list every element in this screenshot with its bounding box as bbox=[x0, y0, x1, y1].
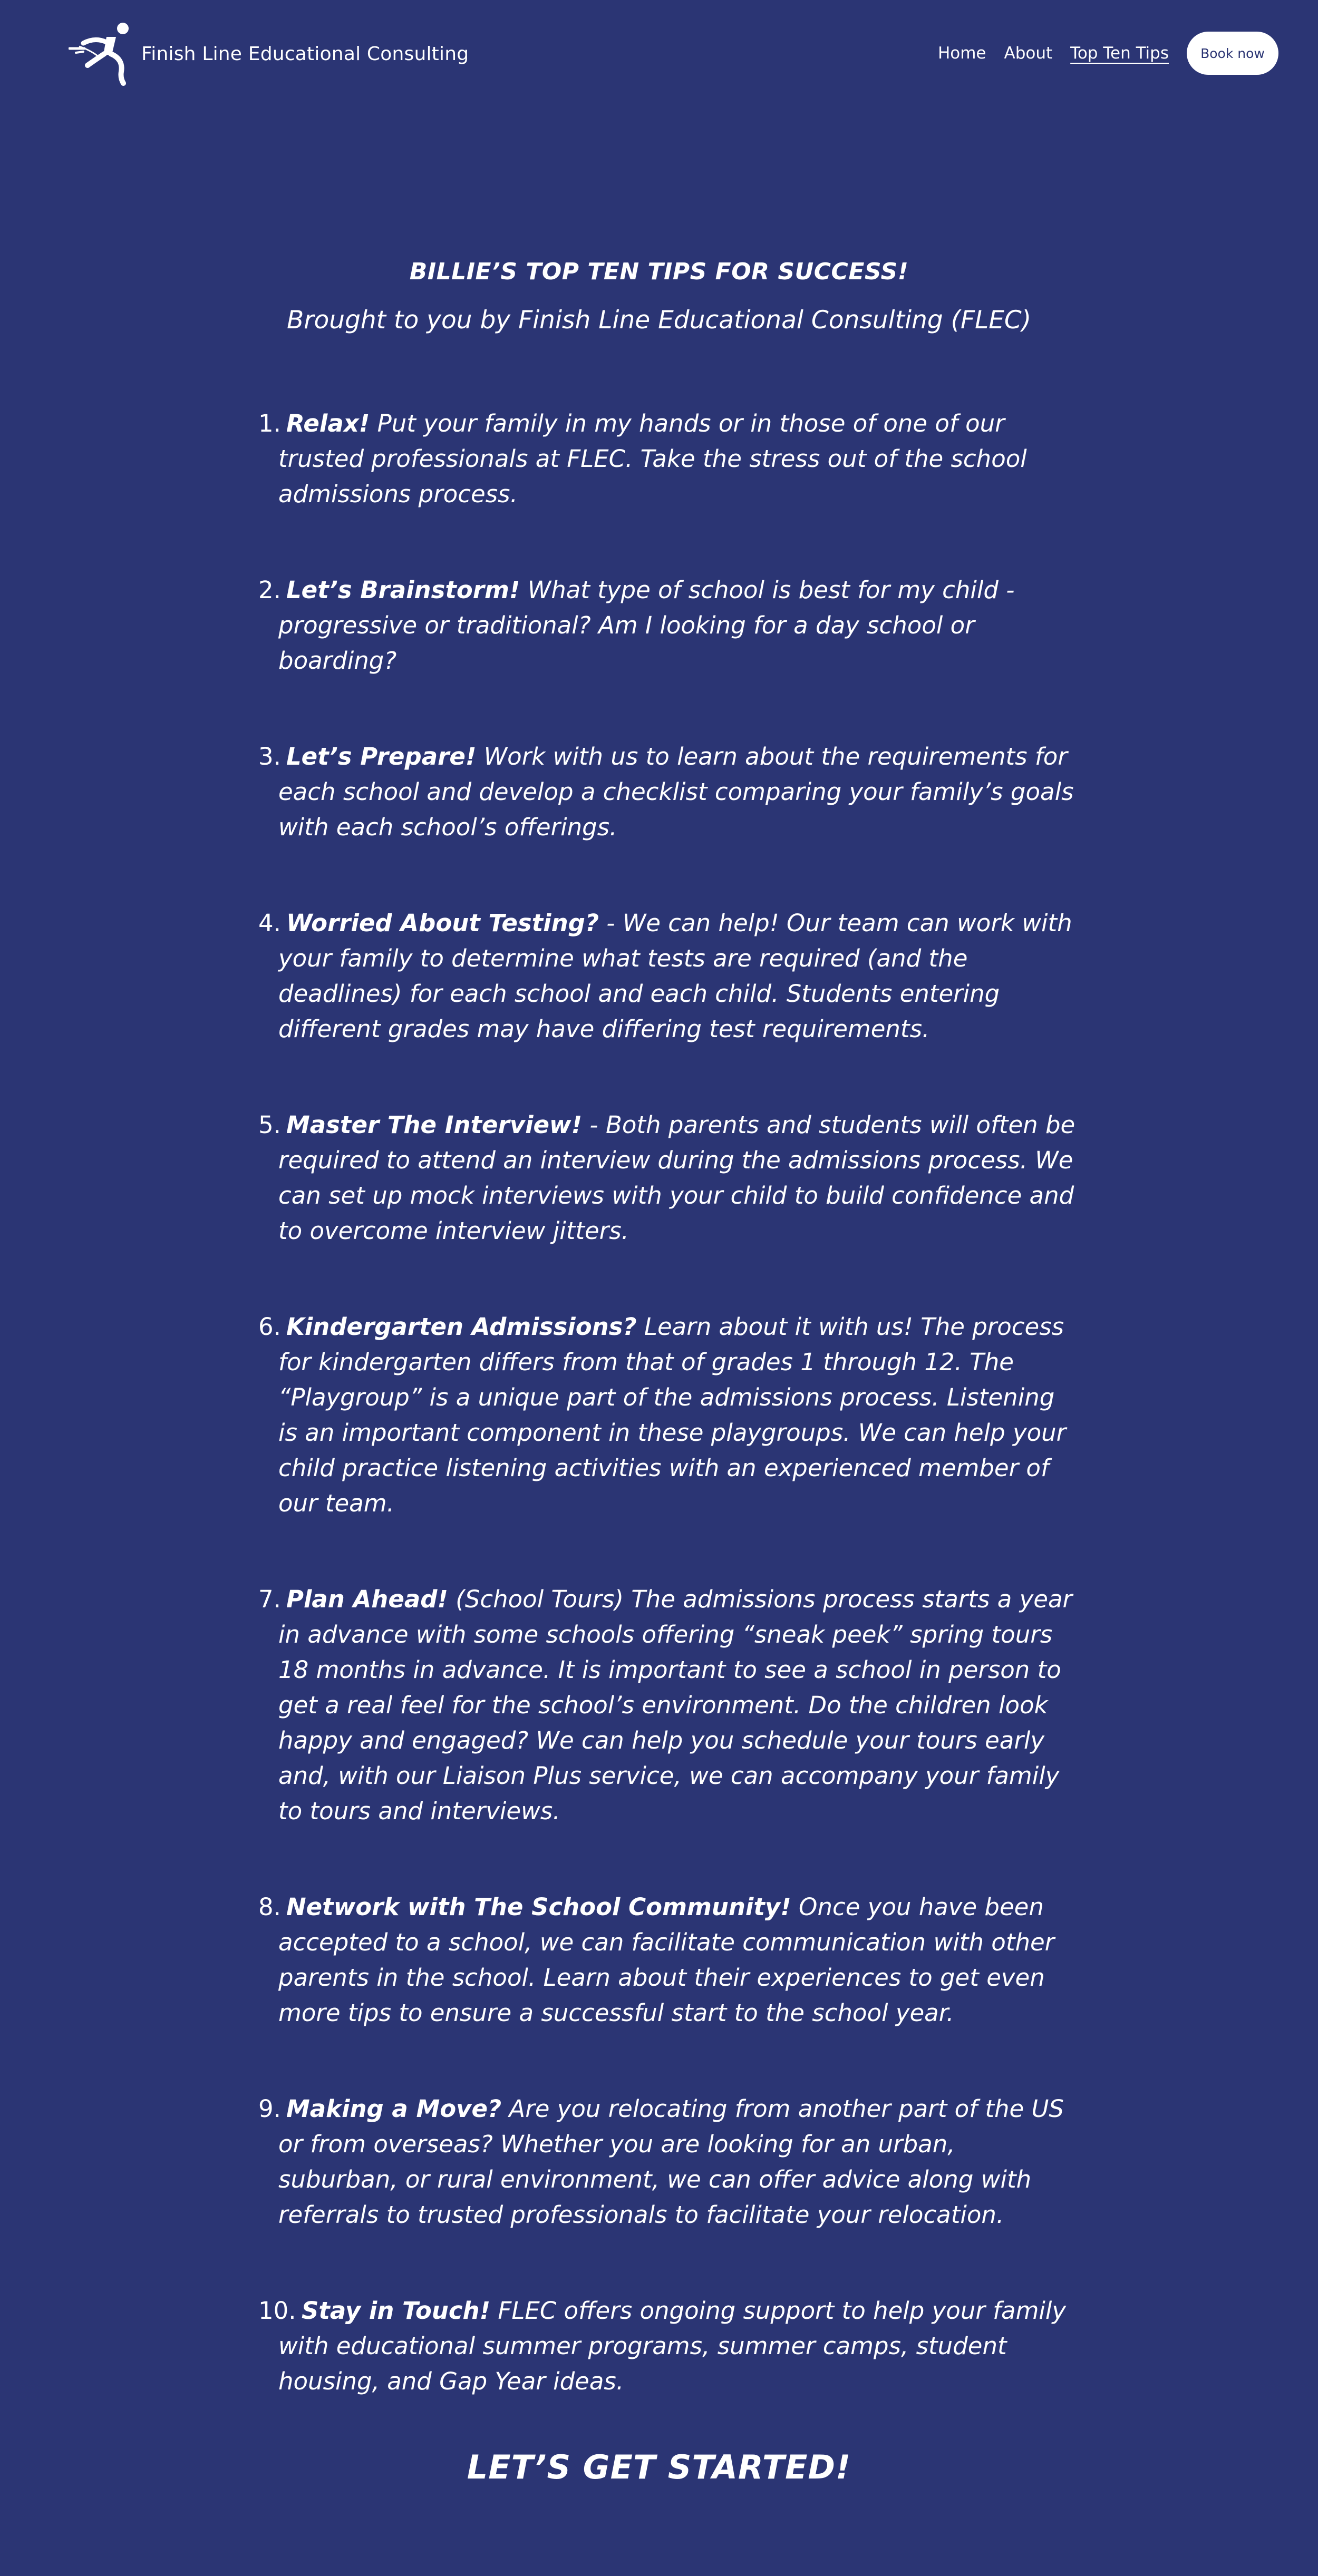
page-subtitle: Brought to you by Finish Line Educational Consulting (FLEC) bbox=[286, 306, 1032, 335]
list-item bbox=[258, 406, 1081, 512]
nav-link-home[interactable]: Home bbox=[937, 44, 986, 63]
list-item bbox=[258, 1582, 1081, 1829]
page-title: BILLIE’S TOP TEN TIPS FOR SUCCESS! bbox=[409, 258, 909, 285]
tip-body: Work with us to learn about the requirements for each school and develop a checklist comparing your family’s goals with each school’s offerings. bbox=[278, 743, 1074, 841]
tip-number: 8. bbox=[258, 1893, 281, 1921]
tip-number: 7. bbox=[258, 1585, 281, 1613]
tips-list bbox=[258, 406, 1081, 2460]
list-item bbox=[258, 1107, 1081, 1248]
tip-number: 3. bbox=[258, 743, 281, 770]
tip-heading: Master The Interview! bbox=[286, 1111, 583, 1139]
tip-body: Are you relocating from another part of the US or from overseas? Whether you are looking for an urban, suburban, or rural environment, we can offer advice along with referrals to trusted professionals to facilitate your relocation. bbox=[278, 2095, 1064, 2229]
tip-body: What type of school is best for my child - progressive or traditional? Am I looking for a day school or boarding? bbox=[278, 576, 1015, 675]
tip-heading: Relax! bbox=[286, 409, 370, 437]
nav-link-top-ten-tips[interactable]: Top Ten Tips bbox=[1070, 44, 1169, 63]
tip-body: FLEC offers ongoing support to help your family with educational summer programs, summer camps, student housing, and Gap Year ideas. bbox=[278, 2297, 1067, 2395]
tip-heading: Network with The School Community! bbox=[286, 1893, 791, 1921]
list-item bbox=[258, 739, 1081, 845]
tip-heading: Let’s Brainstorm! bbox=[286, 576, 520, 604]
cta-heading: LET’S GET STARTED! bbox=[467, 2448, 851, 2486]
list-item bbox=[258, 1309, 1081, 1521]
tip-heading: Kindergarten Admissions? bbox=[286, 1313, 637, 1341]
tip-number: 10. bbox=[258, 2297, 296, 2325]
site-header bbox=[0, 0, 1318, 105]
list-item bbox=[258, 572, 1081, 678]
list-item bbox=[258, 2293, 1081, 2399]
brand-name: Finish Line Educational Consulting bbox=[141, 43, 469, 65]
tip-body: - We can help! Our team can work with your family to determine what tests are required (and the deadlines) for each school and each child. Students entering different grades may have differing test requirements. bbox=[278, 909, 1072, 1043]
nav-link-about[interactable]: About bbox=[1004, 44, 1053, 63]
tip-number: 2. bbox=[258, 576, 281, 604]
tip-heading: Plan Ahead! bbox=[286, 1585, 448, 1613]
runner-logo-icon bbox=[69, 21, 137, 87]
tip-number: 4. bbox=[258, 909, 281, 937]
tip-body: - Both parents and students will often be required to attend an interview during the admissions process. We can set up mock interviews with your child to build confidence and to overcome interview jitters. bbox=[278, 1111, 1075, 1245]
tip-body: Once you have been accepted to a school, we can facilitate communication with other parents in the school. Learn about their experiences to get even more tips to ensure a successful start to the school year. bbox=[278, 1893, 1055, 2027]
tip-number: 9. bbox=[258, 2095, 281, 2123]
tip-number: 5. bbox=[258, 1111, 281, 1139]
tip-number: 1. bbox=[258, 409, 281, 437]
tip-heading: Worried About Testing? bbox=[286, 909, 599, 937]
tip-body: Put your family in my hands or in those of one of our trusted professionals at FLEC. Take the stress out of the school admissions process. bbox=[278, 409, 1027, 508]
tip-heading: Making a Move? bbox=[286, 2095, 502, 2123]
main-nav bbox=[938, 32, 1278, 75]
tip-heading: Let’s Prepare! bbox=[286, 743, 477, 770]
list-item bbox=[258, 905, 1081, 1047]
list-item bbox=[258, 1889, 1081, 2031]
book-now-button[interactable]: Book now bbox=[1187, 32, 1278, 75]
brand-link[interactable] bbox=[69, 21, 469, 87]
tip-body: (School Tours) The admissions process starts a year in advance with some schools offering “sneak peek” spring tours 18 months in advance. It is important to see a school in person to get a real feel for the school’s environment. Do the children look happy and engaged? We can help you schedule your tours early and, with our Liaison Plus service, we can accompany your family to tours and interviews. bbox=[278, 1585, 1073, 1825]
tip-body: Learn about it with us! The process for kindergarten differs from that of grades 1 through 12. The “Playgroup” is a unique part of the admissions process. Listening is an important component in these playgroups. We can help your child practice listening activities with an experienced member of our team. bbox=[278, 1313, 1067, 1517]
tip-number: 6. bbox=[258, 1313, 281, 1341]
tip-heading: Stay in Touch! bbox=[302, 2297, 491, 2325]
list-item bbox=[258, 2091, 1081, 2232]
